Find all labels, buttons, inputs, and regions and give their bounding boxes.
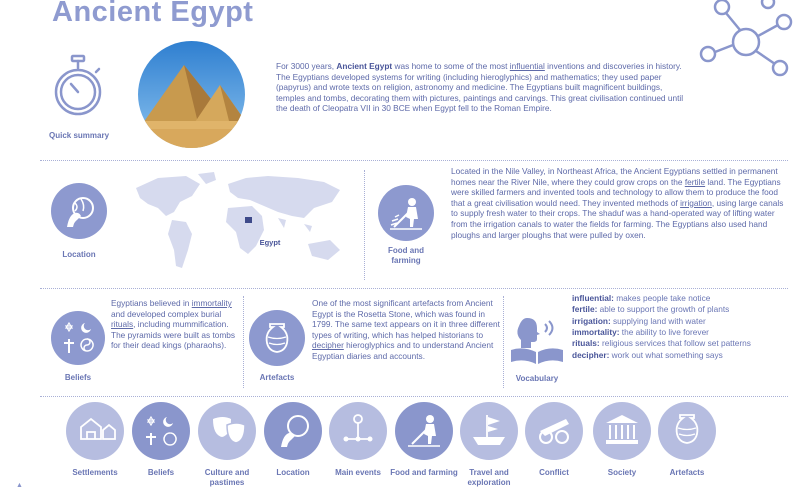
divider-vertical: [243, 296, 244, 388]
topic-badge[interactable]: [198, 402, 256, 460]
location-label: Location: [62, 250, 96, 259]
vocabulary-definition: work out what something says: [609, 349, 723, 360]
beliefs-label: Beliefs: [64, 373, 92, 382]
topic-nav-label: Beliefs: [147, 468, 175, 477]
beliefs-icon: [139, 409, 183, 453]
topic-nav-label: Main events: [335, 468, 381, 477]
food-text: [451, 166, 787, 240]
page-title: Ancient Egypt: [52, 0, 254, 28]
divider: [40, 396, 788, 397]
underlined-term: rituals: [111, 319, 134, 330]
vocabulary-term: irrigation:: [572, 315, 611, 326]
topic-nav-label: Culture and pastimes: [204, 468, 250, 488]
vocabulary-item: [572, 350, 794, 360]
artefacts-badge: [249, 310, 305, 366]
farming-icon: [402, 409, 446, 453]
location-badge: [51, 183, 107, 239]
topic-nav-label: Travel and exploration: [467, 468, 511, 488]
topic-badge[interactable]: [593, 402, 651, 460]
vase-icon: [259, 320, 295, 356]
topic-badge[interactable]: [395, 402, 453, 460]
vocabulary-list: [572, 293, 794, 361]
vocabulary-item: [572, 338, 794, 348]
egypt-map-label: Egypt: [259, 238, 281, 247]
underlined-term: influential: [509, 61, 545, 71]
underlined-term: immortality: [191, 298, 232, 308]
settlements-icon: [73, 409, 117, 453]
topic-badge[interactable]: [66, 402, 124, 460]
divider-vertical: [503, 296, 504, 388]
text-run: Egyptians believed in: [111, 298, 192, 308]
pyramids-image: [138, 41, 245, 148]
topic-nav-label: Artefacts: [669, 468, 705, 477]
beliefs-icon: [59, 319, 97, 357]
vocabulary-term: immortality:: [572, 327, 620, 338]
text-run: , using large canals to supply fresh water to their crops. The shaduf was a hand-operated way of lifting water from the irrigation canals to water the fields for farming. The Egyptians also used hand ploughs and larger ploughs that were pulled by oxen.: [451, 197, 784, 240]
summary-text: [276, 61, 688, 114]
underlined-term: decipher: [312, 340, 344, 351]
text-run: and developed complex burial: [111, 308, 222, 319]
masks-icon: [205, 409, 249, 453]
divider-vertical: [364, 170, 365, 280]
topic-badge[interactable]: [329, 402, 387, 460]
divider: [40, 160, 788, 161]
timeline-icon: [336, 409, 380, 453]
farming-icon: [386, 193, 426, 233]
topic-nav-item[interactable]: [454, 402, 524, 488]
vase-icon: [665, 409, 709, 453]
topic-badge[interactable]: [658, 402, 716, 460]
ship-icon: [467, 409, 511, 453]
society-icon: [600, 409, 644, 453]
topic-nav-label: Society: [607, 468, 637, 477]
world-map: [128, 168, 354, 278]
vocabulary-item: [572, 304, 794, 314]
summary-label: Quick summary: [48, 131, 110, 140]
reading-icon: [509, 316, 565, 366]
text-run: was home to some of the most: [392, 61, 510, 71]
vocabulary-definition: religious services that follow set patterns: [599, 338, 751, 349]
topic-nav-item[interactable]: [60, 402, 130, 478]
text-run: , including mummification. The pyramids were built as tombs for their dead kings (pharaohs).: [111, 319, 236, 351]
topic-badge[interactable]: [460, 402, 518, 460]
topic-nav-item[interactable]: [258, 402, 328, 478]
vocabulary-item: [572, 327, 794, 337]
beliefs-badge: [51, 311, 105, 365]
artefacts-text: [312, 298, 500, 362]
cannon-icon: [532, 409, 576, 453]
scroll-arrow-icon[interactable]: ▲: [16, 482, 23, 488]
topic-badge[interactable]: [132, 402, 190, 460]
text-run: One of the most significant artefacts from Ancient Egypt is the Rosetta Stone, which was found in 1799. The same text appears on it in three different types of writing, which has helped historians to: [312, 298, 500, 340]
vocabulary-definition: supplying land with water: [610, 315, 706, 326]
artefacts-label: Artefacts: [259, 373, 295, 382]
food-label: Food and farming: [388, 246, 424, 266]
vocabulary-definition: makes people take notice: [613, 293, 711, 303]
topic-nav-item[interactable]: [192, 402, 262, 488]
network-icon: [698, 0, 798, 100]
location-icon: [271, 409, 315, 453]
topic-nav-item[interactable]: [389, 402, 459, 478]
divider: [40, 288, 788, 289]
topic-nav-item[interactable]: [323, 402, 393, 478]
vocabulary-label: Vocabulary: [515, 374, 559, 383]
vocabulary-term: decipher:: [572, 349, 610, 360]
topic-nav-label: Location: [276, 468, 310, 477]
topic-nav: [0, 402, 805, 488]
food-badge: [378, 185, 434, 241]
topic-badge[interactable]: [264, 402, 322, 460]
vocabulary-item: [572, 316, 794, 326]
topic-badge[interactable]: [525, 402, 583, 460]
beliefs-text: [111, 298, 239, 351]
topic-nav-item[interactable]: [519, 402, 589, 478]
vocabulary-term: rituals:: [572, 338, 600, 349]
vocabulary-term: fertile:: [572, 304, 598, 315]
topic-nav-label: Food and farming: [390, 468, 458, 477]
topic-nav-item[interactable]: [652, 402, 722, 478]
text-run: hieroglyphics and to understand Ancient Egyptian diaries and accounts.: [312, 340, 494, 362]
location-icon: [59, 191, 99, 231]
bold-term: Ancient Egypt: [336, 61, 393, 71]
topic-nav-item[interactable]: [587, 402, 657, 478]
underlined-term: irrigation: [680, 197, 712, 208]
vocabulary-item: [572, 293, 794, 303]
vocabulary-definition: the ability to live forever: [619, 327, 709, 338]
text-run: inventions and discoveries in history. The Egyptians developed systems for writing (including hieroglyphics) and mathematics; they used paper (papyrus) and wrote texts on religion, astronomy and medicine. The Egyptians built magnificent buildings, temples and tombs, decorating them with pictures, paintings and carvings. This great civilisation continued until the death of Cleopatra VII in 30 BCE when Egypt fell to the Roman Empire.: [276, 61, 684, 114]
stopwatch-icon: [52, 54, 104, 120]
topic-nav-label: Conflict: [539, 468, 569, 477]
text-run: For 3000 years,: [276, 61, 337, 71]
topic-nav-item[interactable]: [126, 402, 196, 478]
text-run: Located in the Nile Valley, in Northeast Africa, the Ancient Egyptians settled in permanent homes near the River Nile, where they could grow crops on the: [451, 166, 778, 187]
vocabulary-definition: able to support the growth of plants: [597, 304, 730, 315]
topic-nav-label: Settlements: [72, 468, 118, 477]
vocabulary-term: influential:: [572, 293, 614, 303]
text-run: land. The Egyptians were skilled farmers and invented tools and technology to allow them to produce the food that a great civilisation would need. They invented methods of: [451, 176, 781, 208]
underlined-term: fertile: [684, 176, 706, 187]
